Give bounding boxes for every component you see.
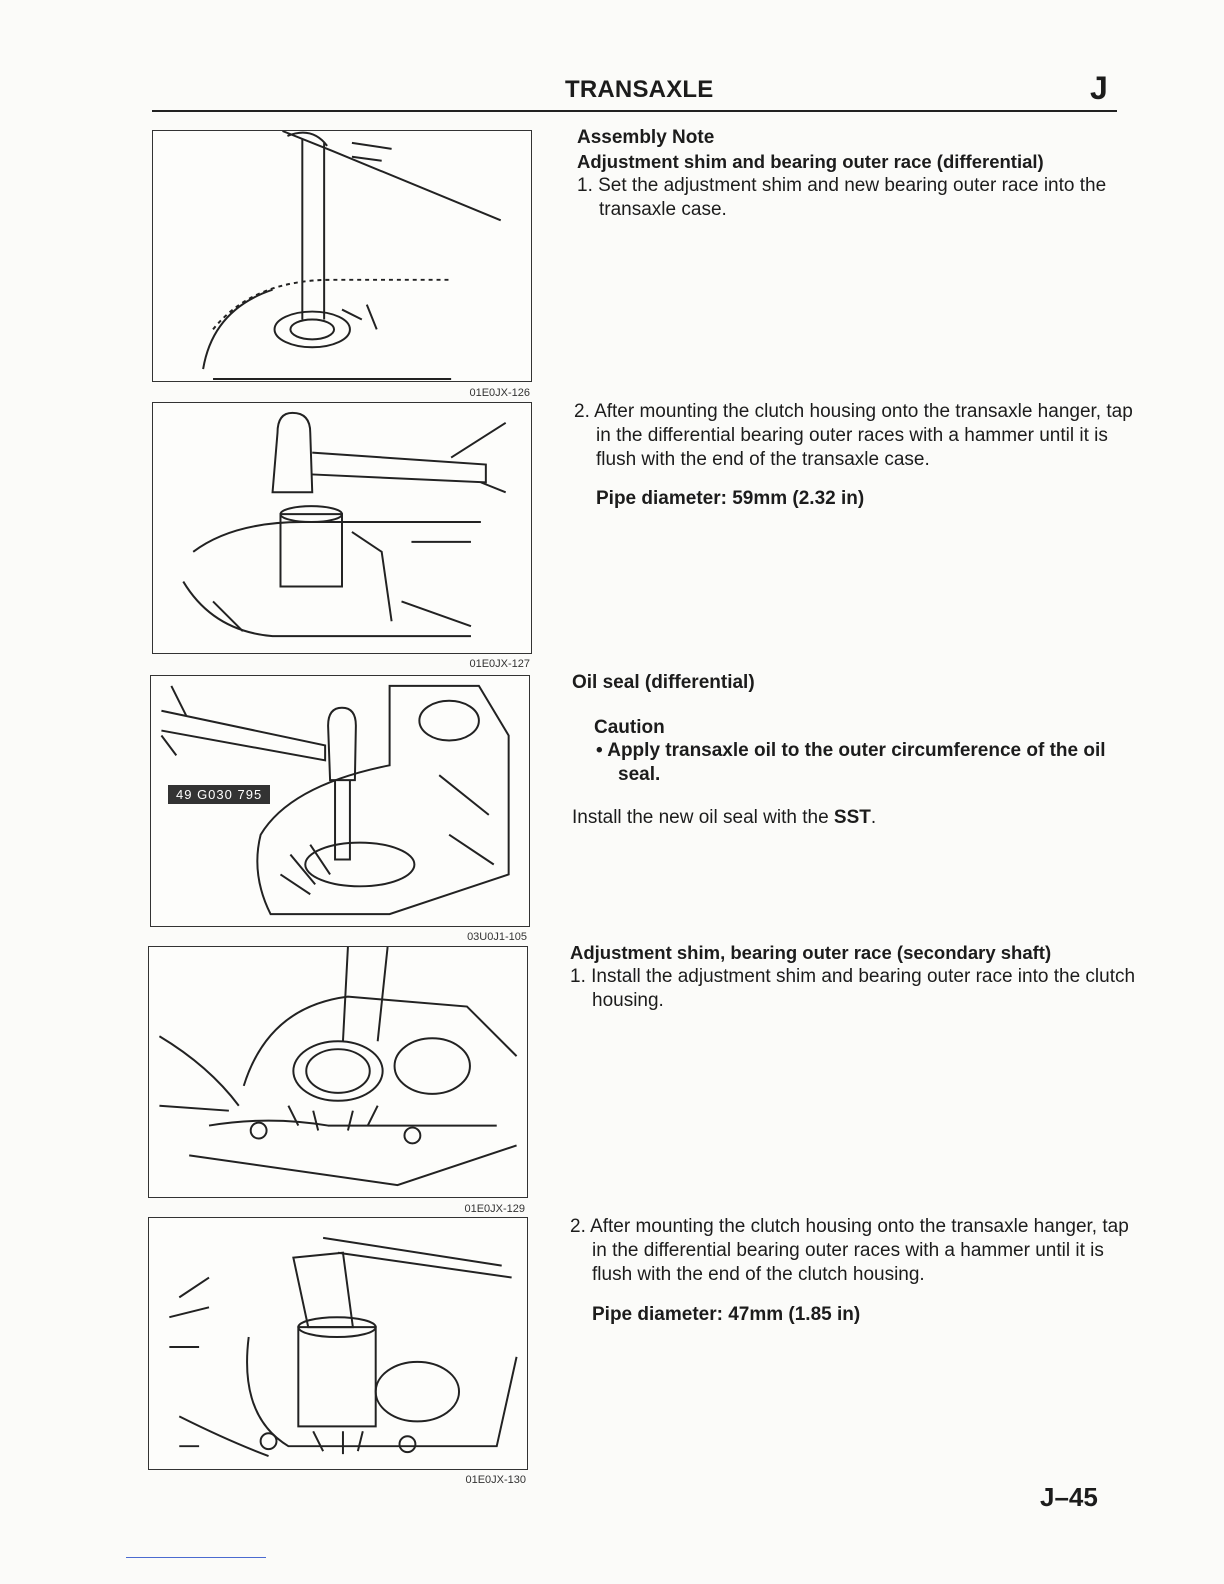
section-3-step-2: 2. After mounting the clutch housing onto the transaxle hanger, tap in the differential bearing outer races with a hammer until it is flush with the end of the clutch housing. xyxy=(570,1216,1129,1285)
install-text-prefix: Install the new oil seal with the xyxy=(572,807,834,828)
sst-part-label: 49 G030 795 xyxy=(168,785,270,804)
figure-4-illustration xyxy=(148,946,528,1198)
figure-2-code: 01E0JX-127 xyxy=(469,658,530,670)
section-1-heading: Adjustment shim and bearing outer race (differential) xyxy=(577,151,1044,172)
section-1-pipe-spec: Pipe diameter: 59mm (2.32 in) xyxy=(596,488,865,509)
section-2-install-text xyxy=(572,806,1117,830)
section-3-heading: Adjustment shim, bearing outer race (secondary shaft) xyxy=(570,942,1052,963)
footer-link-rule xyxy=(126,1557,266,1558)
section-letter: J xyxy=(1090,70,1108,106)
caution-title: Caution xyxy=(594,717,665,738)
page-number: J–45 xyxy=(1040,1482,1098,1512)
section-3-step-1: 1. Install the adjustment shim and bearing outer race into the clutch housing. xyxy=(570,966,1136,1011)
page-header-title: TRANSAXLE xyxy=(565,76,714,103)
figure-2-illustration xyxy=(152,402,532,654)
caution-item: • Apply transaxle oil to the outer circumference of the oil seal. xyxy=(596,740,1106,785)
section-3-pipe-spec: Pipe diameter: 47mm (1.85 in) xyxy=(592,1304,861,1325)
install-text-sst: SST xyxy=(833,807,871,828)
section-2-heading: Oil seal (differential) xyxy=(572,672,755,693)
figure-1-drawing xyxy=(153,131,531,381)
section-1-step-2: 2. After mounting the clutch housing onto the transaxle hanger, tap in the differential bearing outer races with a hammer until it is flush with the end of the transaxle case. xyxy=(574,401,1133,470)
figure-5-illustration xyxy=(148,1217,528,1470)
figure-5-code: 01E0JX-130 xyxy=(465,1474,526,1486)
assembly-note-title: Assembly Note xyxy=(577,127,715,148)
header-rule xyxy=(152,110,1117,112)
install-text-suffix: . xyxy=(870,807,877,828)
figure-3-code: 03U0J1-105 xyxy=(467,931,527,943)
figure-5-drawing xyxy=(149,1218,527,1469)
figure-4-drawing xyxy=(149,947,527,1197)
figure-4-code: 01E0JX-129 xyxy=(464,1203,525,1215)
section-1-step-1: 1. Set the adjustment shim and new bearing outer race into the transaxle case. xyxy=(577,175,1107,220)
figure-1-illustration xyxy=(152,130,532,382)
figure-1-code: 01E0JX-126 xyxy=(469,387,530,399)
figure-2-drawing xyxy=(153,403,531,653)
